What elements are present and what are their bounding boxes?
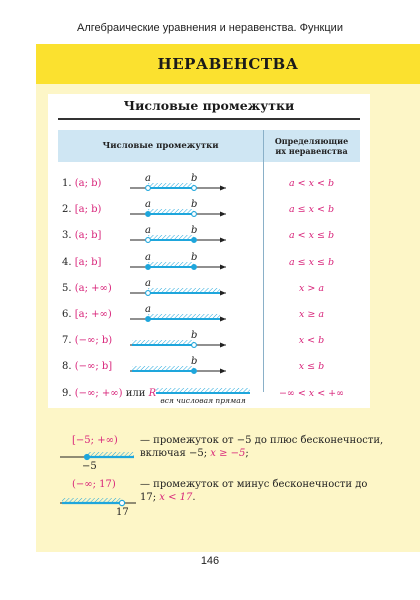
interval-or: или [125,387,146,399]
number-line [58,224,263,250]
label-a: a [145,225,151,237]
arrow-head [220,290,226,295]
inequality: a ≤ x ≤ b [288,256,335,268]
example-text-2-line2 [140,491,420,504]
example-text-2 [140,478,420,504]
column-header-line1: Определяющие [274,136,349,146]
page-number: 146 [200,555,220,567]
interval-notation: (−∞; b) [74,335,113,347]
arrow-head [220,264,226,269]
row-number: 4. [62,256,72,268]
arrow-head [220,186,226,191]
label-b: b [191,356,198,368]
interval-row [58,329,360,355]
example-text-2-end: . [192,492,196,503]
endpoint-b [192,186,197,191]
label-a: a [145,199,151,211]
arrow-head [220,343,226,348]
endpoint-b [192,238,197,243]
row-number: 2. [62,204,72,216]
inequality: x < b [298,335,325,347]
banner-title: НЕРАВЕНСТВА [157,55,299,73]
column-header-intervals: Числовые промежутки [102,141,219,151]
arrow-head [220,317,226,322]
number-line [58,329,263,355]
interval-row [58,251,360,277]
example-text-1-ineq: x ≥ −5 [210,448,246,459]
example-text-1-line2 [140,447,420,460]
interval-row [58,355,360,381]
hatch-region [148,314,220,319]
number-line [58,277,263,303]
hatch-region [132,366,194,371]
label-a: a [145,173,151,184]
example-text-2-line1: — промежуток от минус бесконечности до [140,479,368,490]
row-number: 5. [62,282,72,294]
interval-notation: (a; +∞) [74,282,112,294]
interval-notation: (a; b) [74,178,102,189]
interval-notation: (a; b] [74,230,102,242]
column-header-inequalities [263,130,360,162]
row-number: 7. [62,335,72,347]
hatch-region [148,288,220,293]
table-header [58,130,360,162]
title-banner [36,44,420,84]
column-header-line2: их неравенства [275,146,348,156]
endpoint-b [192,343,197,348]
hatch-region [148,209,194,214]
example-text-1-end: ; [245,448,249,459]
example-point-1: −5 [82,461,97,472]
inequality: x ≥ a [298,309,325,320]
example-text-1-line1: — промежуток от −5 до плюс бесконечности, [140,435,384,446]
label-a: a [145,251,151,263]
endpoint-a [146,290,151,295]
running-header: Алгебраические уравнения и неравенства. Функции [77,22,343,34]
row-number: 3. [62,230,72,242]
row-number: 1. [62,178,72,189]
hatch-region [148,262,194,267]
label-b: b [191,225,198,237]
intervals-card [48,94,370,408]
label-b: b [191,330,198,342]
row-number: 8. [62,361,72,373]
inequality: a < x ≤ b [288,230,335,242]
label-b: b [191,251,198,263]
interval-notation: [a; b) [74,204,102,216]
axis-caption: вся числовая прямая [160,395,246,405]
interval-row [58,382,360,408]
hatch-region [156,388,250,393]
interval-notation: [a; +∞) [74,309,112,320]
number-line [58,303,263,329]
example-interval-1: [−5; +∞) [72,435,118,446]
arrow-head [220,369,226,374]
endpoint-a [146,264,151,269]
example-text-1-prefix: включая −5; [140,448,211,459]
card-title: Числовые промежутки [123,98,295,113]
interval-notation: (−∞; +∞) [74,387,123,399]
inequality: x > a [298,282,325,294]
interval-row [58,198,360,224]
hatch-region [132,340,194,345]
interval-row [58,172,360,198]
example-text-1 [140,434,420,460]
number-line [58,382,263,408]
inequality: a ≤ x < b [288,204,335,216]
inequality: −∞ < x < +∞ [278,387,345,399]
arrow-head [220,238,226,243]
number-line [58,198,263,224]
endpoint-a [146,186,151,191]
row-number: 6. [62,309,72,320]
endpoint-a [146,317,151,322]
endpoint-b [192,369,197,374]
interval-row [58,303,360,329]
hatch-region [148,235,194,240]
label-b: b [191,173,198,184]
number-line [58,355,263,381]
label-a: a [145,277,151,289]
arrow-head [220,212,226,217]
example-text-2-prefix: 17; [140,492,160,503]
interval-notation: [a; b] [74,256,102,268]
endpoint-b [192,212,197,217]
hatch-region [148,183,194,188]
title-rule [58,118,360,120]
interval-notation: (−∞; b] [74,361,113,373]
label-b: b [191,199,198,211]
endpoint-a [146,238,151,243]
number-line [58,251,263,277]
label-a: a [145,304,151,315]
inequality: a < x < b [288,178,335,189]
example-text-2-ineq: x < 17 [159,492,193,503]
example-interval-2: (−∞; 17) [72,479,116,490]
endpoint-b [192,264,197,269]
row-number: 9. [62,387,72,399]
number-line [58,172,263,198]
real-line-symbol: R [148,387,157,399]
endpoint-a [146,212,151,217]
interval-row [58,224,360,250]
examples-section [36,420,420,540]
example-point-2: 17 [116,507,129,518]
interval-row [58,277,360,303]
inequality: x ≤ b [298,361,325,373]
